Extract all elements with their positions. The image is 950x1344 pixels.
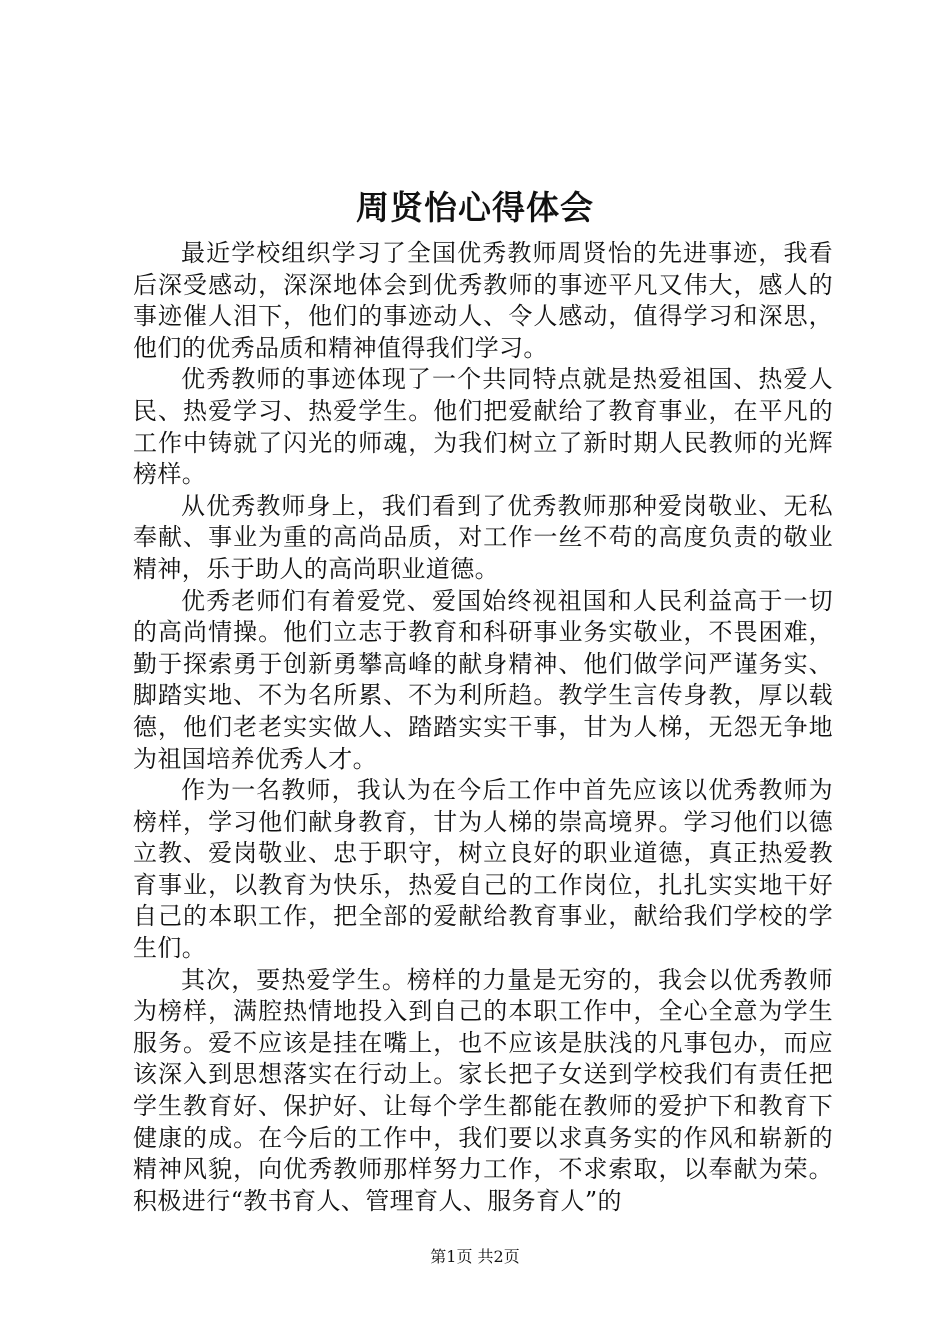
paragraph-4: 优秀老师们有着爱党、爱国始终视祖国和人民利益高于一切的高尚情操。他们立志于教育和科研事业务实敬业，不畏困难，勤于探索勇于创新勇攀高峰的献身精神、他们做学问严谨务实、脚踏实地、不为名所累、不为利所趋。教学生言传身教，厚以载德，他们老老实实做人、踏踏实实干事，甘为人梯，无怨无争地为祖国培养优秀人才。 bbox=[133, 586, 833, 773]
document-body bbox=[133, 238, 833, 1217]
paragraph-6: 其次，要热爱学生。榜样的力量是无穷的，我会以优秀教师为榜样，满腔热情地投入到自己的本职工作中，全心全意为学生服务。爱不应该是挂在嘴上，也不应该是肤浅的凡事包办，而应该深入到思想落实在行动上。家长把子女送到学校我们有责任把学生教育好、保护好、让每个学生都能在教师的爱护下和教育下健康的成。在今后的工作中，我们要以求真务实的作风和崭新的精神风貌，向优秀教师那样努力工作，不求索取，以奉献为荣。积极进行“教书育人、管理育人、服务育人”的 bbox=[133, 965, 833, 1215]
paragraph-5: 作为一名教师，我认为在今后工作中首先应该以优秀教师为榜样，学习他们献身教育，甘为人梯的崇高境界。学习他们以德立教、爱岗敬业、忠于职守，树立良好的职业道德，真正热爱教育事业，以教育为快乐，热爱自己的工作岗位，扎扎实实地干好自己的本职工作，把全部的爱献给教育事业，献给我们学校的学生们。 bbox=[133, 776, 833, 963]
paragraph-1: 最近学校组织学习了全国优秀教师周贤怡的先进事迹，我看后深受感动，深深地体会到优秀教师的事迹平凡又伟大，感人的事迹催人泪下，他们的事迹动人、令人感动，值得学习和深思，他们的优秀品质和精神值得我们学习。 bbox=[133, 239, 833, 362]
document-title: 周贤怡心得体会 bbox=[356, 188, 594, 227]
paragraph-2: 优秀教师的事迹体现了一个共同特点就是热爱祖国、热爱人民、热爱学习、热爱学生。他们把爱献给了教育事业，在平凡的工作中铸就了闪光的师魂，为我们树立了新时期人民教师的光辉榜样。 bbox=[133, 365, 833, 489]
page-number-footer: 第1页 共2页 bbox=[430, 1247, 520, 1266]
paragraph-3: 从优秀教师身上，我们看到了优秀教师那种爱岗敬业、无私奉献、事业为重的高尚品质，对工作一丝不苟的高度负责的敬业精神，乐于助人的高尚职业道德。 bbox=[133, 491, 833, 583]
